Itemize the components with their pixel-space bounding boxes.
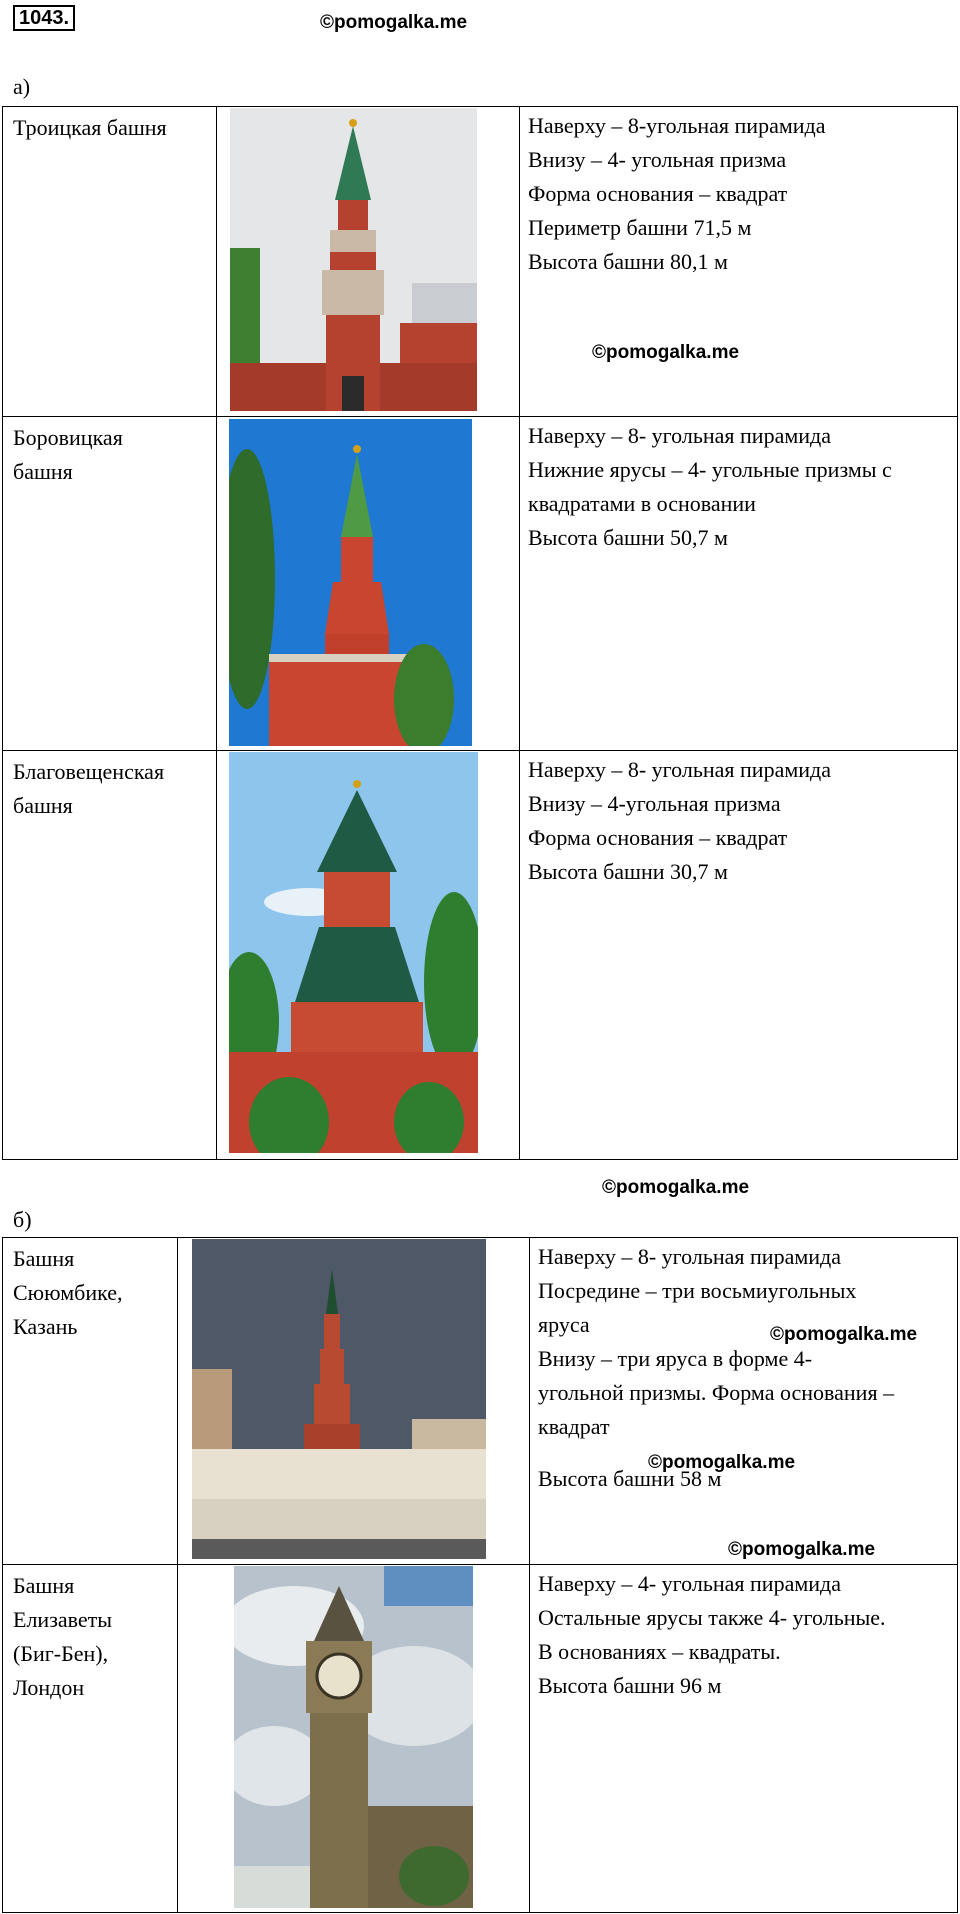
desc-line: Форма основания – квадрат [528, 181, 788, 206]
tower-name [3, 751, 217, 1160]
name-line: Башня [13, 1573, 75, 1598]
tower-description [530, 1238, 958, 1565]
desc-line: Наверху – 4- угольная пирамида [538, 1571, 841, 1596]
name-line: башня [13, 459, 73, 484]
name-line: Благовещенская [13, 759, 165, 784]
desc-line: квадратами в основании [528, 491, 756, 516]
table-row [3, 107, 958, 417]
photo-cell [217, 417, 520, 751]
desc-line: Наверху – 8-угольная пирамида [528, 113, 826, 138]
desc-line: Внизу – 4- угольная призма [528, 147, 787, 172]
tower-description [530, 1565, 958, 1913]
exercise-number: 1043. [13, 5, 75, 31]
photo-cell [178, 1565, 530, 1913]
watermark: ©pomogalka.me [320, 12, 468, 33]
desc-line: Высота башни 50,7 м [528, 525, 728, 550]
desc-line: угольной призмы. Форма основания – [538, 1380, 895, 1405]
watermark: ©pomogalka.me [592, 342, 740, 363]
trinity-tower-photo [230, 108, 477, 411]
tower-name [3, 1238, 178, 1565]
table-a [2, 106, 958, 1160]
desc-line: Остальные ярусы также 4- угольные. [538, 1605, 886, 1630]
desc-line: Посредине – три восьмиугольных [538, 1278, 857, 1303]
desc-line: Внизу – три яруса в форме 4- [538, 1346, 813, 1371]
table-row [3, 1238, 958, 1565]
annunciation-tower-photo [229, 752, 478, 1153]
desc-line: Форма основания – квадрат [528, 825, 788, 850]
desc-line: Высота башни 58 м [538, 1466, 722, 1491]
watermark: ©pomogalka.me [602, 1177, 750, 1198]
desc-line: Наверху – 8- угольная пирамида [528, 423, 831, 448]
section-a-label: а) [13, 74, 31, 99]
name-line: Елизаветы [13, 1607, 113, 1632]
watermark: ©pomogalka.me [728, 1539, 876, 1560]
tower-name [3, 107, 217, 417]
name-line: (Биг-Бен), [13, 1641, 109, 1666]
desc-line: квадрат [538, 1414, 610, 1439]
desc-line: Наверху – 8- угольная пирамида [528, 757, 831, 782]
desc-line: Нижние ярусы – 4- угольные призмы с [528, 457, 892, 482]
desc-line: Высота башни 96 м [538, 1673, 722, 1698]
desc-line: Наверху – 8- угольная пирамида [538, 1244, 841, 1269]
tower-name [3, 1565, 178, 1913]
name-line: Сююмбике, [13, 1280, 123, 1305]
photo-cell [217, 107, 520, 417]
tower-description [520, 751, 958, 1160]
watermark: ©pomogalka.me [770, 1324, 918, 1345]
table-b [2, 1237, 958, 1913]
tower-name [3, 417, 217, 751]
desc-line: Высота башни 80,1 м [528, 249, 728, 274]
name-line: Башня [13, 1246, 75, 1271]
section-b-label: б) [13, 1207, 32, 1232]
watermark: ©pomogalka.me [648, 1452, 796, 1473]
syuyumbike-tower-photo [192, 1239, 486, 1559]
photo-cell [178, 1238, 530, 1565]
borovitskaya-tower-photo [229, 419, 472, 746]
name-line: башня [13, 793, 73, 818]
table-row [3, 417, 958, 751]
desc-line: В основаниях – квадраты. [538, 1639, 781, 1664]
tower-description [520, 107, 958, 417]
name-line: Троицкая башня [13, 115, 167, 140]
name-line: Боровицкая [13, 425, 123, 450]
desc-line: Высота башни 30,7 м [528, 859, 728, 884]
table-row [3, 751, 958, 1160]
name-line: Лондон [13, 1675, 85, 1700]
desc-line: Периметр башни 71,5 м [528, 215, 752, 240]
desc-line: Внизу – 4-угольная призма [528, 791, 781, 816]
photo-cell [217, 751, 520, 1160]
tower-description [520, 417, 958, 751]
name-line: Казань [13, 1314, 78, 1339]
table-row [3, 1565, 958, 1913]
big-ben-photo [234, 1566, 473, 1908]
desc-line: яруса [538, 1312, 590, 1337]
